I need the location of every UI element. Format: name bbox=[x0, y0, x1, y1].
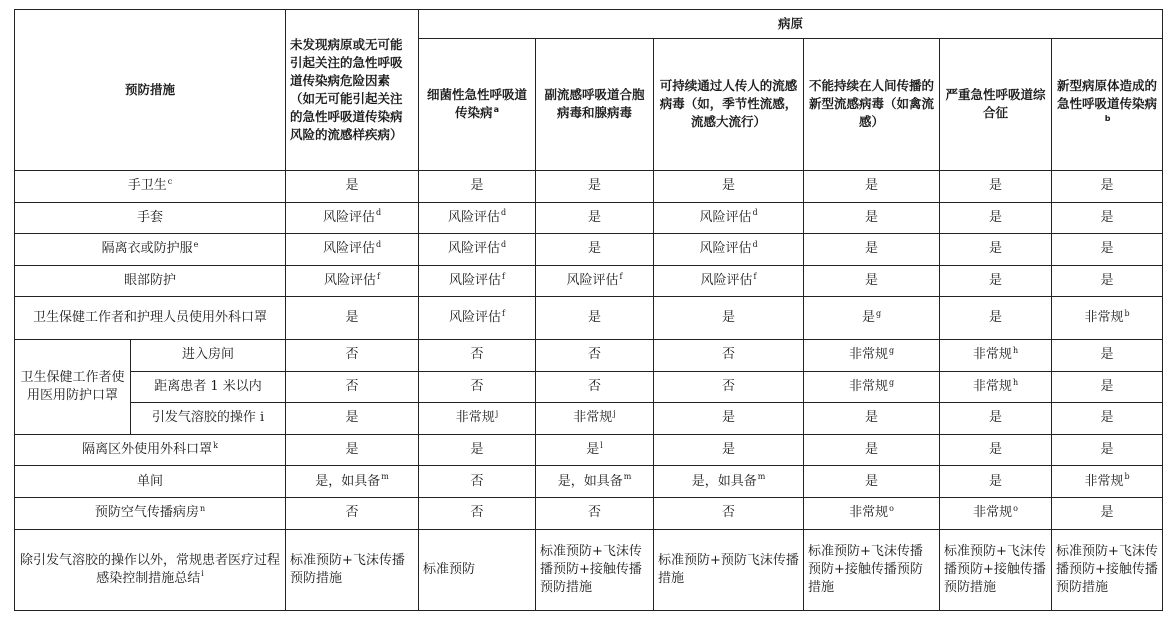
footnote-marker: n bbox=[199, 503, 206, 513]
table-cell: 是 bbox=[419, 434, 536, 466]
table-row bbox=[15, 170, 1163, 202]
table-cell: 是 bbox=[286, 297, 419, 340]
row-label: 隔离衣或防护服$^e$ bbox=[15, 234, 286, 266]
footnote-marker: a bbox=[493, 105, 499, 115]
table-cell: 风险评估$^d$ bbox=[286, 234, 419, 266]
table-cell: 否 bbox=[286, 371, 419, 403]
table-cell: 非常规$^b$ bbox=[1052, 297, 1163, 340]
footnote-marker: b bbox=[1104, 114, 1111, 124]
table-cell: 非常规$^j$ bbox=[536, 403, 654, 435]
table-cell: 是 bbox=[536, 170, 654, 202]
footnote-marker: h bbox=[1012, 377, 1019, 387]
footnote-marker: o bbox=[1013, 503, 1018, 513]
header-pathogen: 不能持续在人间传播的新型流感病毒（如禽流感） bbox=[804, 38, 940, 170]
table-cell: 是 bbox=[804, 170, 940, 202]
table-cell: 非常规$^g$ bbox=[804, 340, 940, 372]
footnote-marker: g bbox=[875, 308, 882, 318]
table-cell: 是 bbox=[1052, 265, 1163, 297]
header-pathogen-group: 病原 bbox=[419, 10, 1163, 39]
table-cell: 否 bbox=[419, 466, 536, 498]
header-measures: 预防措施 bbox=[15, 10, 286, 171]
footnote-marker: d bbox=[500, 240, 507, 250]
table-cell: 是 bbox=[940, 265, 1052, 297]
row-label: 手卫生$^c$ bbox=[15, 170, 286, 202]
header-pathogen: 新型病原体造成的急性呼吸道传染病$^b$ bbox=[1052, 38, 1163, 170]
footnote-marker: f bbox=[502, 308, 505, 318]
table-cell: 是 bbox=[1052, 340, 1163, 372]
summary-cell: 标准预防+飞沫传播预防+接触传播预防措施 bbox=[1052, 529, 1163, 611]
table-row bbox=[15, 434, 1163, 466]
table-cell: 是 bbox=[536, 234, 654, 266]
table-row bbox=[15, 234, 1163, 266]
footnote-marker: c bbox=[167, 176, 173, 186]
table-row bbox=[15, 466, 1163, 498]
table-cell: 风险评估$^f$ bbox=[536, 265, 654, 297]
footnote-marker: e bbox=[193, 240, 199, 250]
footnote-marker: m bbox=[757, 472, 766, 482]
table-cell: 风险评估$^f$ bbox=[654, 265, 804, 297]
table-cell: 是 bbox=[1052, 170, 1163, 202]
summary-cell: 标准预防+飞沫传播预防+接触传播预防措施 bbox=[804, 529, 940, 611]
respirator-group-label: 卫生保健工作者使用医用防护口罩 bbox=[15, 340, 131, 435]
footnote-marker: m bbox=[381, 472, 389, 482]
table-cell: 是 bbox=[654, 297, 804, 340]
table-cell: 是，如具备$^m$ bbox=[536, 466, 654, 498]
table-row bbox=[15, 340, 1163, 372]
row-label: 单间 bbox=[15, 466, 286, 498]
table-row bbox=[15, 371, 1163, 403]
footnote-marker: b bbox=[1124, 308, 1130, 318]
summary-label: 除引发气溶胶的操作以外，常规患者医疗过程感染控制措施总结$^i$ bbox=[15, 529, 286, 611]
footnote-marker: j bbox=[613, 409, 616, 419]
table-cell: 是 bbox=[804, 265, 940, 297]
table-cell: 是 bbox=[1052, 497, 1163, 529]
footnote-marker: f bbox=[619, 271, 623, 281]
footnote-marker: h bbox=[1012, 345, 1019, 355]
table-cell: 是 bbox=[940, 297, 1052, 340]
table-row bbox=[15, 497, 1163, 529]
table-cell: 是 bbox=[940, 434, 1052, 466]
summary-cell: 标准预防+预防飞沫传播措施 bbox=[654, 529, 804, 611]
table-cell: 否 bbox=[654, 497, 804, 529]
header-pathogen: 细菌性急性呼吸道传染病$^a$ bbox=[419, 38, 536, 170]
table-row bbox=[15, 202, 1163, 234]
footnote-marker: f bbox=[502, 271, 505, 281]
table-cell: 是 bbox=[654, 434, 804, 466]
row-label: 进入房间 bbox=[131, 340, 286, 372]
table-cell: 是 bbox=[419, 170, 536, 202]
table-cell: 是 bbox=[940, 403, 1052, 435]
table-cell: 非常规$^o$ bbox=[940, 497, 1052, 529]
footnote-marker: d bbox=[752, 240, 758, 250]
table-cell: 风险评估$^d$ bbox=[419, 202, 536, 234]
table-cell: 否 bbox=[536, 371, 654, 403]
table-cell: 是 bbox=[1052, 202, 1163, 234]
header-pathogen: 副流感呼吸道合胞病毒和腺病毒 bbox=[536, 38, 654, 170]
table-cell: 是 bbox=[940, 202, 1052, 234]
table-cell: 非常规$^g$ bbox=[804, 371, 940, 403]
table-cell: 是 bbox=[286, 170, 419, 202]
table-cell: 是，如具备$^m$ bbox=[286, 466, 419, 498]
table-cell: 是 bbox=[804, 234, 940, 266]
table-cell: 是，如具备$^m$ bbox=[654, 466, 804, 498]
footnote-marker: f bbox=[753, 271, 757, 281]
table-cell: 否 bbox=[419, 497, 536, 529]
table-cell: 否 bbox=[654, 371, 804, 403]
table-cell: 否 bbox=[654, 340, 804, 372]
table-cell: 否 bbox=[419, 371, 536, 403]
table-cell: 是 bbox=[804, 466, 940, 498]
table-cell: 是 bbox=[654, 403, 804, 435]
table-cell: 非常规$^h$ bbox=[940, 340, 1052, 372]
table-cell: 非常规$^h$ bbox=[940, 371, 1052, 403]
footnote-marker: g bbox=[888, 377, 895, 387]
footnote-marker: d bbox=[375, 208, 382, 218]
table-cell: 风险评估$^f$ bbox=[419, 297, 536, 340]
table-cell: 是$^g$ bbox=[804, 297, 940, 340]
footnote-marker: d bbox=[375, 240, 382, 250]
table-cell: 是 bbox=[536, 202, 654, 234]
table-cell: 风险评估$^f$ bbox=[286, 265, 419, 297]
table-cell: 是 bbox=[536, 297, 654, 340]
table-cell: 是 bbox=[1052, 371, 1163, 403]
table-cell: 是 bbox=[286, 403, 419, 435]
footnote-marker: b bbox=[1124, 472, 1130, 482]
table-cell: 是 bbox=[286, 434, 419, 466]
footnote-marker: i bbox=[201, 569, 204, 579]
table-cell: 否 bbox=[536, 497, 654, 529]
summary-cell: 标准预防 bbox=[419, 529, 536, 611]
footnote-marker: k bbox=[213, 440, 218, 450]
table-cell: 风险评估$^d$ bbox=[654, 202, 804, 234]
row-label: 距离患者 1 米以内 bbox=[131, 371, 286, 403]
table-cell: 是 bbox=[654, 170, 804, 202]
table-row bbox=[15, 403, 1163, 435]
table-cell: 风险评估$^d$ bbox=[286, 202, 419, 234]
row-label: 隔离区外使用外科口罩$^k$ bbox=[15, 434, 286, 466]
summary-cell: 标准预防+飞沫传播预防+接触传播预防措施 bbox=[940, 529, 1052, 611]
footnote-marker: f bbox=[377, 271, 380, 281]
row-label: 手套 bbox=[15, 202, 286, 234]
table-cell: 是 bbox=[1052, 403, 1163, 435]
footnote-marker: l bbox=[600, 440, 603, 450]
row-label: 引发气溶胶的操作 i bbox=[131, 403, 286, 435]
footnote-marker: j bbox=[495, 409, 499, 419]
table-cell: 是 bbox=[940, 466, 1052, 498]
summary-cell: 标准预防+飞沫传播预防+接触传播预防措施 bbox=[536, 529, 654, 611]
row-label: 卫生保健工作者和护理人员使用外科口罩 bbox=[15, 297, 286, 340]
row-label: 预防空气传播病房$^n$ bbox=[15, 497, 286, 529]
summary-cell: 标准预防+飞沫传播预防措施 bbox=[286, 529, 419, 611]
table-cell: 是 bbox=[1052, 234, 1163, 266]
table-cell: 非常规$^b$ bbox=[1052, 466, 1163, 498]
table-cell: 是 bbox=[804, 202, 940, 234]
footnote-marker: o bbox=[889, 503, 894, 513]
table-cell: 风险评估$^f$ bbox=[419, 265, 536, 297]
table-cell: 是 bbox=[804, 403, 940, 435]
summary-row bbox=[15, 529, 1163, 611]
table-cell: 是 bbox=[940, 234, 1052, 266]
footnote-marker: d bbox=[752, 208, 758, 218]
header-pathogen: 严重急性呼吸道综合征 bbox=[940, 38, 1052, 170]
table-cell: 否 bbox=[286, 340, 419, 372]
footnote-marker: m bbox=[623, 472, 632, 482]
footnote-marker: g bbox=[888, 345, 895, 355]
table-cell: 风险评估$^d$ bbox=[419, 234, 536, 266]
table-cell: 否 bbox=[286, 497, 419, 529]
table-cell: 否 bbox=[536, 340, 654, 372]
table-row bbox=[15, 265, 1163, 297]
table-cell: 是 bbox=[1052, 434, 1163, 466]
table-cell: 非常规$^o$ bbox=[804, 497, 940, 529]
header-pathogen: 可持续通过人传人的流感病毒（如，季节性流感，流感大流行） bbox=[654, 38, 804, 170]
precautions-table bbox=[14, 9, 1163, 611]
row-label: 眼部防护 bbox=[15, 265, 286, 297]
table-cell: 否 bbox=[419, 340, 536, 372]
header-no-pathogen: 未发现病原或无可能引起关注的急性呼吸道传染病危险因素（如无可能引起关注的急性呼吸道传染病风险的流感样疾病） bbox=[286, 10, 419, 171]
footnote-marker: d bbox=[500, 208, 507, 218]
table-cell: 是$^l$ bbox=[536, 434, 654, 466]
table-cell: 风险评估$^d$ bbox=[654, 234, 804, 266]
table-cell: 是 bbox=[940, 170, 1052, 202]
table-row bbox=[15, 297, 1163, 340]
table-cell: 是 bbox=[804, 434, 940, 466]
table-cell: 非常规$^j$ bbox=[419, 403, 536, 435]
